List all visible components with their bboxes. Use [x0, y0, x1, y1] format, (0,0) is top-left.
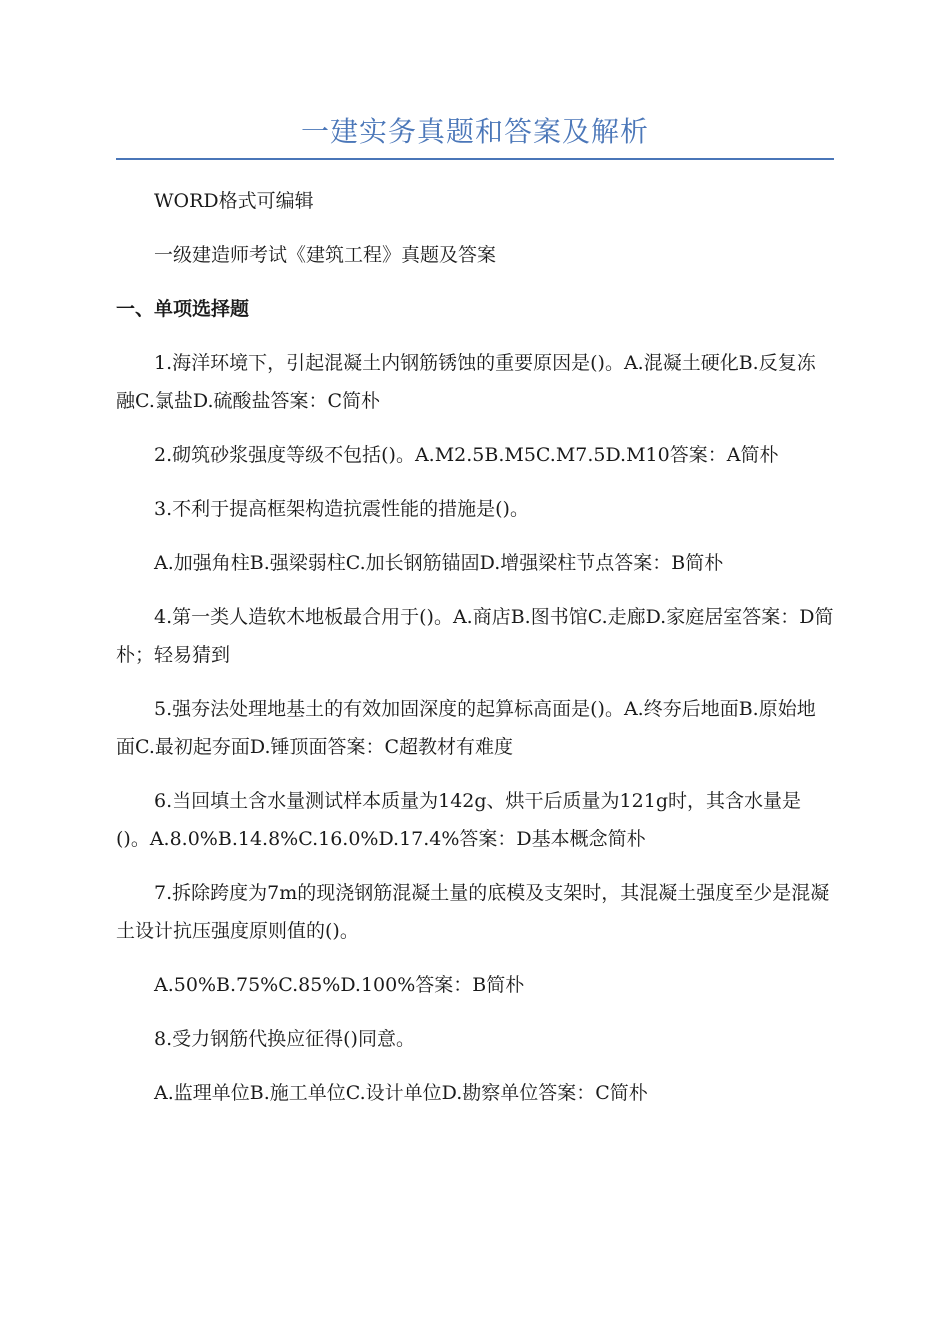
question-paragraph: 5.强夯法处理地基土的有效加固深度的起算标高面是()。A.终夯后地面B.原始地面C.最初起夯面D.锤顶面答案：C超教材有难度 — [116, 698, 816, 758]
document-page — [116, 112, 834, 1112]
question-paragraph: 4.第一类人造软木地板最合用于()。A.商店B.图书馆C.走廊D.家庭居室答案：D简朴；轻易猜到 — [116, 606, 834, 666]
question-paragraph: A.加强角柱B.强梁弱柱C.加长钢筋锚固D.增强梁柱节点答案：B简朴 — [154, 552, 724, 574]
question-paragraph: A.50%B.75%C.85%D.100%答案：B简朴 — [154, 974, 525, 996]
section-heading: 一、单项选择题 — [116, 298, 250, 320]
question-paragraph: 1.海洋环境下，引起混凝土内钢筋锈蚀的重要原因是()。A.混凝土硬化B.反复冻融C.氯盐D.硫酸盐答案：C简朴 — [116, 352, 816, 412]
question-paragraph: 7.拆除跨度为7m的现浇钢筋混凝土量的底模及支架时，其混凝土强度至少是混凝土设计抗压强度原则值的()。 — [116, 882, 830, 942]
question-paragraph: A.监理单位B.施工单位C.设计单位D.勘察单位答案：C简朴 — [154, 1082, 648, 1104]
question-paragraph: 8.受力钢筋代换应征得()同意。 — [154, 1028, 415, 1050]
document-title: 一建实务真题和答案及解析 — [116, 112, 834, 160]
subtitle-line: 一级建造师考试《建筑工程》真题及答案 — [154, 244, 497, 266]
meta-line: WORD格式可编辑 — [154, 190, 314, 212]
question-paragraph: 3.不利于提高框架构造抗震性能的措施是()。 — [154, 498, 529, 520]
question-paragraph: 6.当回填土含水量测试样本质量为142g、烘干后质量为121g时，其含水量是()。A.8.0%B.14.8%C.16.0%D.17.4%答案：D基本概念简朴 — [116, 790, 801, 850]
question-paragraph: 2.砌筑砂浆强度等级不包括()。A.M2.5B.M5C.M7.5D.M10答案：A简朴 — [154, 444, 779, 466]
